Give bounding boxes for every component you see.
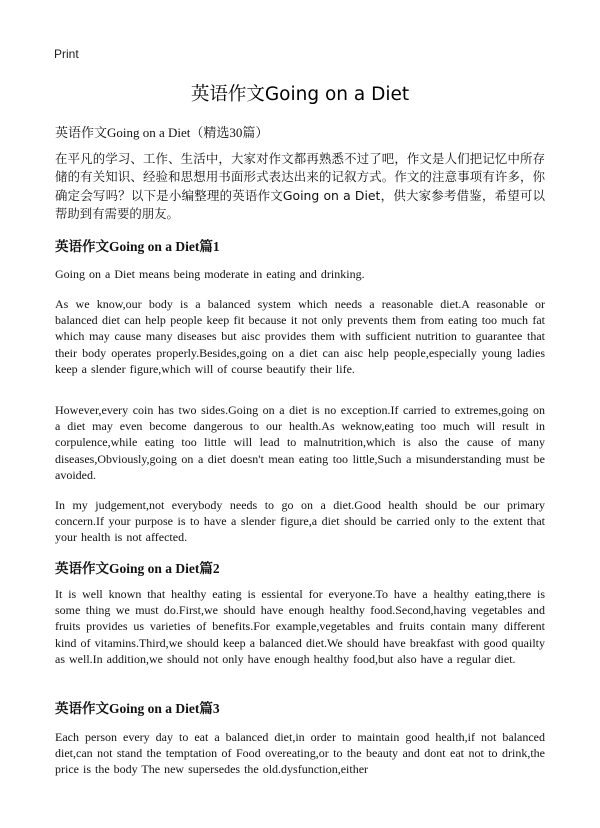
section-2-paragraph-1: It is well known that healthy eating is essiental for everyone.To have a healthy eating,there is some thing we must do.First,we should have enough healthy food.Second,having vegetables and fruits provides us varieties of benefits.For example,vegetables and fruits contain many different kind of vitamins.Third,we should keep a balanced diet.We should have breakfast with good quailty as well.In addition,we should not only have enough healthy food,but also have a regular diet. (55, 587, 545, 666)
section-1-paragraph-3: However,every coin has two sides.Going on a diet is no exception.If carried to extremes,going on a diet may even become dangerous to our health.As weknow,eating too much will result in corpulence,while eating too little will lead to malnutrition,which is also the cause of many diseases,Obviously,going on a diet doesn't mean eating too little,Such a misunderstanding must be avoided. (55, 403, 545, 482)
document-title: 英语作文Going on a Diet (190, 84, 410, 105)
print-link[interactable]: Print (54, 47, 79, 61)
section-2-heading: 英语作文Going on a Diet篇2 (55, 561, 220, 576)
section-1-paragraph-2: As we know,our body is a balanced system which needs a reasonable diet.A reasonable or balanced diet can help people keep fit because it not only prevents them from eating too much fat which may cause many diseases but aisc provides them with sufficient nutrition to guarantee that their body operates properly.Besides,going on a diet can aisc help people,especially young ladies keep a slender figure,which will of course beautify their life. (55, 297, 545, 376)
section-3-paragraph-1: Each person every day to eat a balanced diet,in order to maintain good health,if not balanced diet,can not stand the temptation of Food overeating,or to the beauty and dont eat not to drink,the price is the body The new supersedes the old.dysfunction,either (55, 730, 545, 777)
section-1-paragraph-1: Going on a Diet means being moderate in eating and drinking. (55, 267, 365, 281)
section-3-heading: 英语作文Going on a Diet篇3 (55, 701, 220, 716)
document-subtitle: 英语作文Going on a Diet（精选30篇） (55, 125, 269, 140)
section-1-paragraph-4: In my judgement,not everybody needs to go on a diet.Good health should be our primary concern.If your purpose is to have a slender figure,a diet should be carried only to the extent that your health is not affected. (55, 498, 545, 545)
intro-paragraph: 在平凡的学习、工作、生活中，大家对作文都再熟悉不过了吧，作文是人们把记忆中所存储的有关知识、经验和思想用书面形式表达出来的记叙方式。作文的注意事项有许多，你确定会写吗？以下是小编整理的英语作文Going on a Diet，供大家参考借鉴，希望可以帮助到有需要的朋友。 (55, 151, 545, 222)
section-1-heading: 英语作文Going on a Diet篇1 (55, 239, 220, 254)
